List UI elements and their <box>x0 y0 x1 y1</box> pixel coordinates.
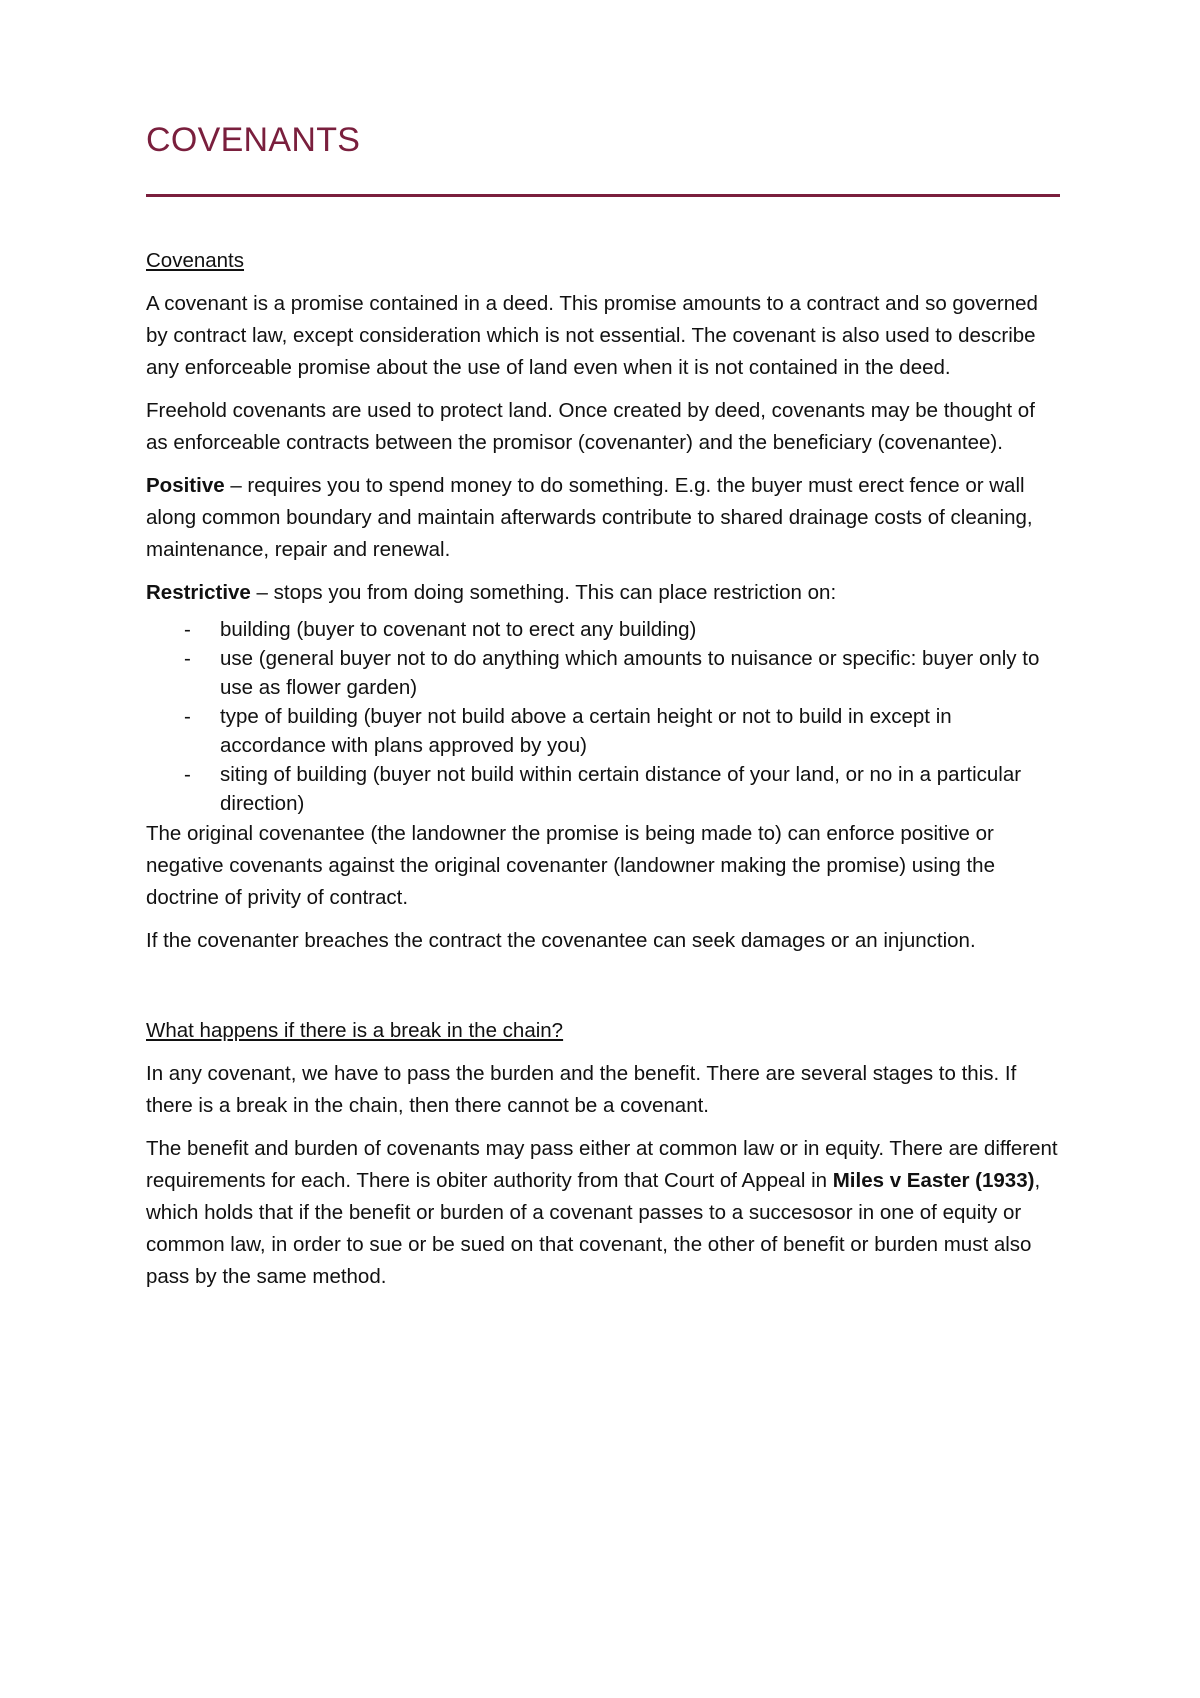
document-body <box>146 118 1060 1304</box>
paragraph-freehold-covenants: Freehold covenants are used to protect land. Once created by deed, covenants may be thought of as enforceable contracts between the promisor (covenanter) and the beneficiary (covenantee). <box>146 399 1035 454</box>
paragraph-original-covenantee: The original covenantee (the landowner the promise is being made to) can enforce positive or negative covenants against the original covenanter (landowner making the promise) using the doctrine of privity of contract. <box>146 822 995 909</box>
paragraph-covenant-definition: A covenant is a promise contained in a deed. This promise amounts to a contract and so governed by contract law, except consideration which is not essential. The covenant is also used to describe any enforceable promise about the use of land even when it is not contained in the deed. <box>146 292 1038 379</box>
list-item <box>146 702 1060 760</box>
paragraph-common-law-equity <box>146 1133 1060 1293</box>
restrictive-description: – stops you from doing something. This can place restriction on: <box>250 581 837 604</box>
document-title: COVENANTS <box>146 121 361 159</box>
paragraph-text-before-case: The benefit and burden of covenants may pass either at common law or in equity. There are different requirements for each. There is obiter authority from that Court of Appeal in <box>146 1137 1058 1192</box>
term-positive: Positive <box>146 474 225 497</box>
paragraph-text-after-case: , which holds that if the benefit or burden of a covenant passes to a succesosor in one of equity or common law, in order to sue or be sued on that covenant, the other of benefit or burden must also pass by the same method. <box>146 1169 1041 1288</box>
paragraph-restrictive-covenant <box>146 577 1060 609</box>
term-restrictive: Restrictive <box>146 581 251 604</box>
positive-description: – requires you to spend money to do something. E.g. the buyer must erect fence or wall along common boundary and maintain afterwards contribute to shared drainage costs of cleaning, maintenance, repair and renewal. <box>146 474 1033 561</box>
list-item <box>146 760 1060 818</box>
paragraph-passing-burden-benefit: In any covenant, we have to pass the burden and the benefit. There are several stages to this. If there is a break in the chain, then there cannot be a covenant. <box>146 1062 1017 1117</box>
restriction-list <box>146 615 1060 818</box>
section-heading-covenants: Covenants <box>146 249 245 272</box>
dash-bullet: - <box>184 647 191 670</box>
list-item <box>146 615 1060 644</box>
case-citation: Miles v Easter (1933) <box>832 1169 1035 1192</box>
dash-bullet: - <box>184 618 191 641</box>
dash-bullet: - <box>184 705 191 728</box>
list-item-text: siting of building (buyer not build within certain distance of your land, or no in a particular direction) <box>220 763 1022 815</box>
list-item-text: type of building (buyer not build above a certain height or not to build in except in accordance with plans approved by you) <box>220 705 952 757</box>
paragraph-positive-covenant <box>146 470 1060 566</box>
list-item <box>146 644 1060 702</box>
list-item-text: building (buyer to covenant not to erect any building) <box>220 618 697 641</box>
list-item-text: use (general buyer not to do anything which amounts to nuisance or specific: buyer only to use as flower garden) <box>220 647 1040 699</box>
paragraph-breach-remedies: If the covenanter breaches the contract the covenantee can seek damages or an injunction. <box>146 929 976 952</box>
title-underline-rule <box>146 194 1060 197</box>
section-heading-break-in-chain: What happens if there is a break in the chain? <box>146 1019 564 1042</box>
dash-bullet: - <box>184 763 191 786</box>
